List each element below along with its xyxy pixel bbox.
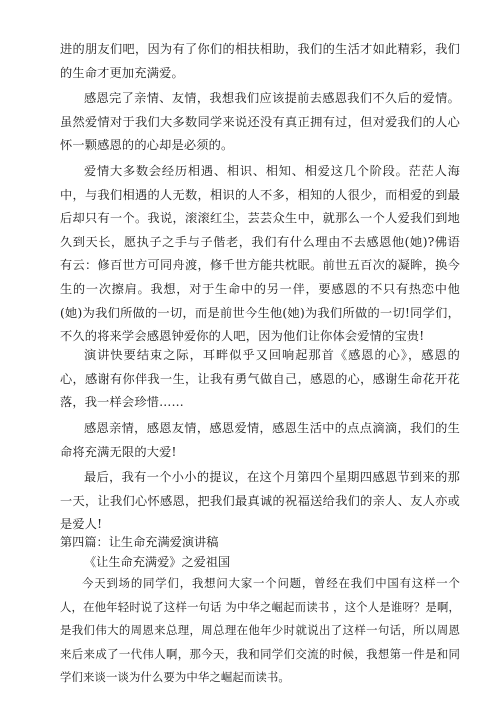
- paragraph-continuation: 进的朋友们吧，因为有了你们的相扶相助，我们的生活才如此精彩，我们的生命才更加充满爱。: [60, 42, 460, 80]
- paragraph-final-proposal: 最后，我有一个小小的提议，在这个月第四个星期四感恩节到来的那一天，让我们心怀感恩，把我们最真诚的祝福送给我们的亲人、友人亦或是爱人!: [60, 470, 460, 532]
- section-heading: 第四篇：让生命充满爱演讲稿: [60, 535, 219, 549]
- paragraph-gratitude-summary: 感恩亲情，感恩友情，感恩爱情，感恩生活中的点点滴滴，我们的生命将充满无限的大爱!: [60, 421, 460, 459]
- section-subtitle: 《让生命充满爱》之爱祖国: [84, 555, 231, 569]
- paragraph-speech-patriotism: 今天到场的同学们，我想问大家一个问题，曾经在我们中国有这样一个人，在他年轻时说了这样一句话 为中华之崛起而读书 ，这个人是谁呀？是啊，是我们伟大的周恩来总理，周总理在他年少时就说出了这样一句话，所以周恩来后来成了一代伟人啊，那今天，我和同学们交流的时候，我想第一件是和同学们来谈一谈为什么要为中华之崛起而读书。: [60, 576, 460, 685]
- paragraph-love-stages: 爱情大多数会经历相遇、相识、相知、相爱这几个阶段。茫茫人海中，与我们相遇的人无数，相识的人不多，相知的人很少，而相爱的到最后却只有一个。我说，滚滚红尘，芸芸众生中，就那么一个人爱我们到地久到天长，愿执子之手与子偕老，我们有什么理由不去感恩他(她)?佛语有云：修百世方可同舟渡，修千世方能共枕眠。前世五百次的凝眸，换今生的一次擦肩。我想，对于生命中的另一伴，要感恩的不只有热恋中他(她)为我们所做的一切，而是前世今生他(她)为我们所做的一切!同学们，不久的将来学会感恩钟爱你的人吧，因为他们让你体会爱情的宝贵!: [60, 164, 460, 344]
- paragraph-speech-ending: 演讲快要结束之际，耳畔似乎又回响起那首《感恩的心》，感恩的心，感谢有你伴我一生，让我有勇气做自己，感恩的心，感谢生命花开花落，我一样会珍惜……: [60, 348, 460, 410]
- paragraph-gratitude-love-intro: 感恩完了亲情、友情，我想我们应该提前去感恩我们不久后的爱情。虽然爱情对于我们大多数同学来说还没有真正拥有过，但对爱我们的人心怀一颗感恩的的心却是必须的。: [60, 91, 460, 153]
